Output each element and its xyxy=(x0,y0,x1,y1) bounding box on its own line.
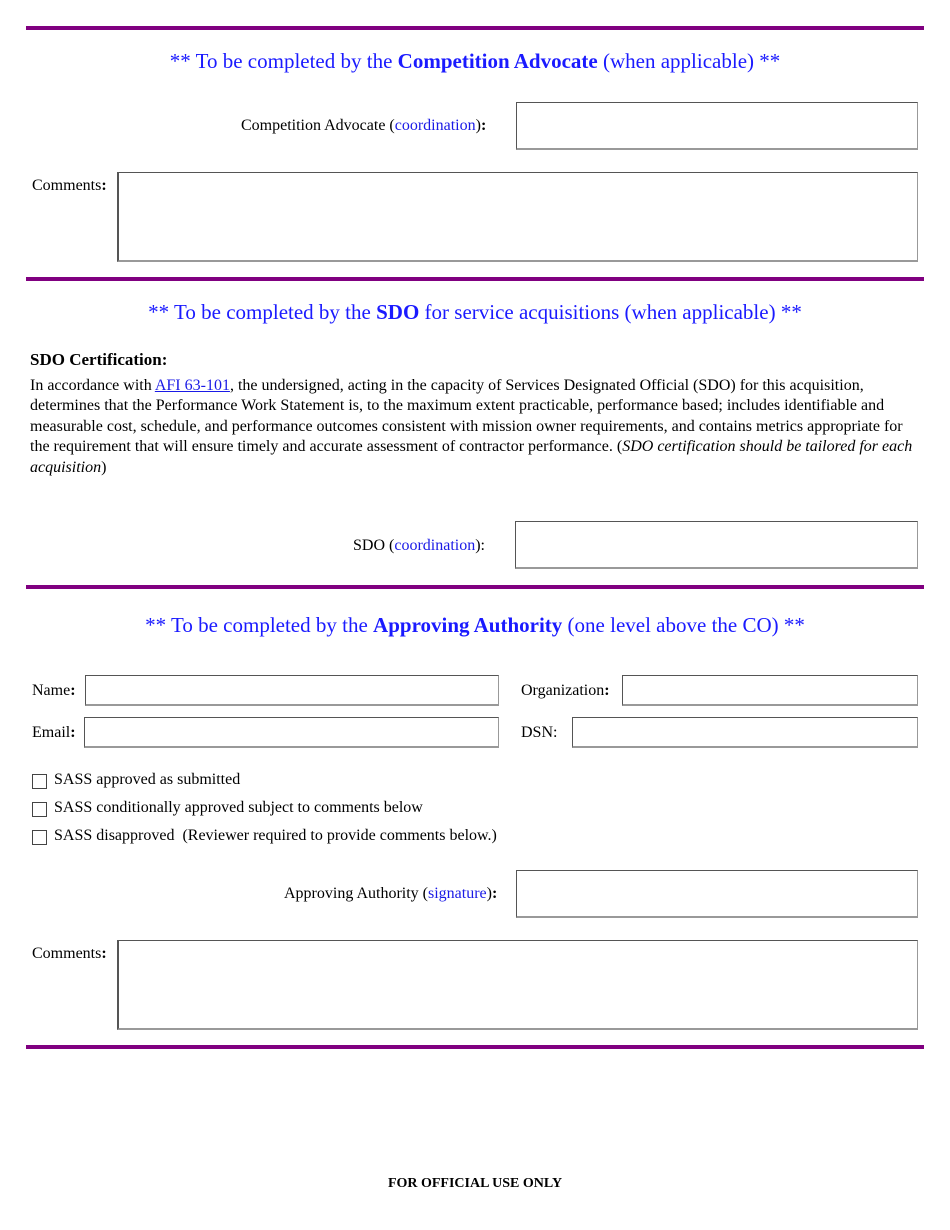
email-label: Email: xyxy=(32,724,76,741)
approving-authority-heading: ** To be completed by the Approving Authority (one level above the CO) ** xyxy=(145,613,805,637)
sass-approved-label: SASS approved as submitted xyxy=(54,771,241,788)
competition-advocate-heading: ** To be completed by the Competition Advocate (when applicable) ** xyxy=(169,49,781,73)
approving-authority-signature-label: Approving Authority (signature): xyxy=(284,885,498,902)
sass-conditionally-approved-checkbox[interactable] xyxy=(32,802,47,817)
approving-authority-comments-label: Comments: xyxy=(32,945,107,962)
dsn-label: DSN: xyxy=(521,724,558,741)
approving-authority-signature-field[interactable] xyxy=(516,870,918,918)
approving-authority-comments-field[interactable] xyxy=(117,940,918,1030)
footer-marking: FOR OFFICIAL USE ONLY xyxy=(387,1176,563,1191)
sdo-certification-title: SDO Certification: xyxy=(30,350,168,369)
section-divider xyxy=(26,26,924,30)
organization-field[interactable] xyxy=(622,675,918,706)
section-divider xyxy=(26,1045,924,1049)
sass-approved-checkbox[interactable] xyxy=(32,774,47,789)
sass-disapproved-label: SASS disapproved (Reviewer required to provide comments below.) xyxy=(54,827,497,844)
name-label: Name: xyxy=(32,682,76,699)
sdo-certification-text: In accordance with AFI 63-101, the undersigned, acting in the capacity of Services Designated Official (SDO) for this acquisition, determines that the Performance Work Statement is, to the maximum extent practicable, performance based; includes identifiable and measurable cost, schedule, and performance outcomes consistent with mission owner requirements, and contains metrics appropriate for the requirement that will ensure timely and accurate assessment of contractor performance. (SDO certification should be tailored for each acquisition) xyxy=(30,377,913,476)
organization-label: Organization: xyxy=(521,682,610,699)
competition-advocate-coordination-label: Competition Advocate (coordination): xyxy=(241,117,487,134)
competition-advocate-coordination-field[interactable] xyxy=(516,102,918,150)
name-field[interactable] xyxy=(85,675,499,706)
email-field[interactable] xyxy=(84,717,499,748)
sass-conditionally-approved-label: SASS conditionally approved subject to comments below xyxy=(54,799,423,816)
competition-advocate-comments-label: Comments: xyxy=(32,177,107,194)
sdo-coordination-label: SDO (coordination): xyxy=(353,537,485,554)
section-divider xyxy=(26,277,924,281)
sdo-heading: ** To be completed by the SDO for service acquisitions (when applicable) ** xyxy=(148,300,802,324)
dsn-field[interactable] xyxy=(572,717,918,748)
section-divider xyxy=(26,585,924,589)
sdo-coordination-field[interactable] xyxy=(515,521,918,569)
competition-advocate-comments-field[interactable] xyxy=(117,172,918,262)
sass-disapproved-checkbox[interactable] xyxy=(32,830,47,845)
afi-63-101-link[interactable]: AFI 63-101 xyxy=(154,377,230,394)
